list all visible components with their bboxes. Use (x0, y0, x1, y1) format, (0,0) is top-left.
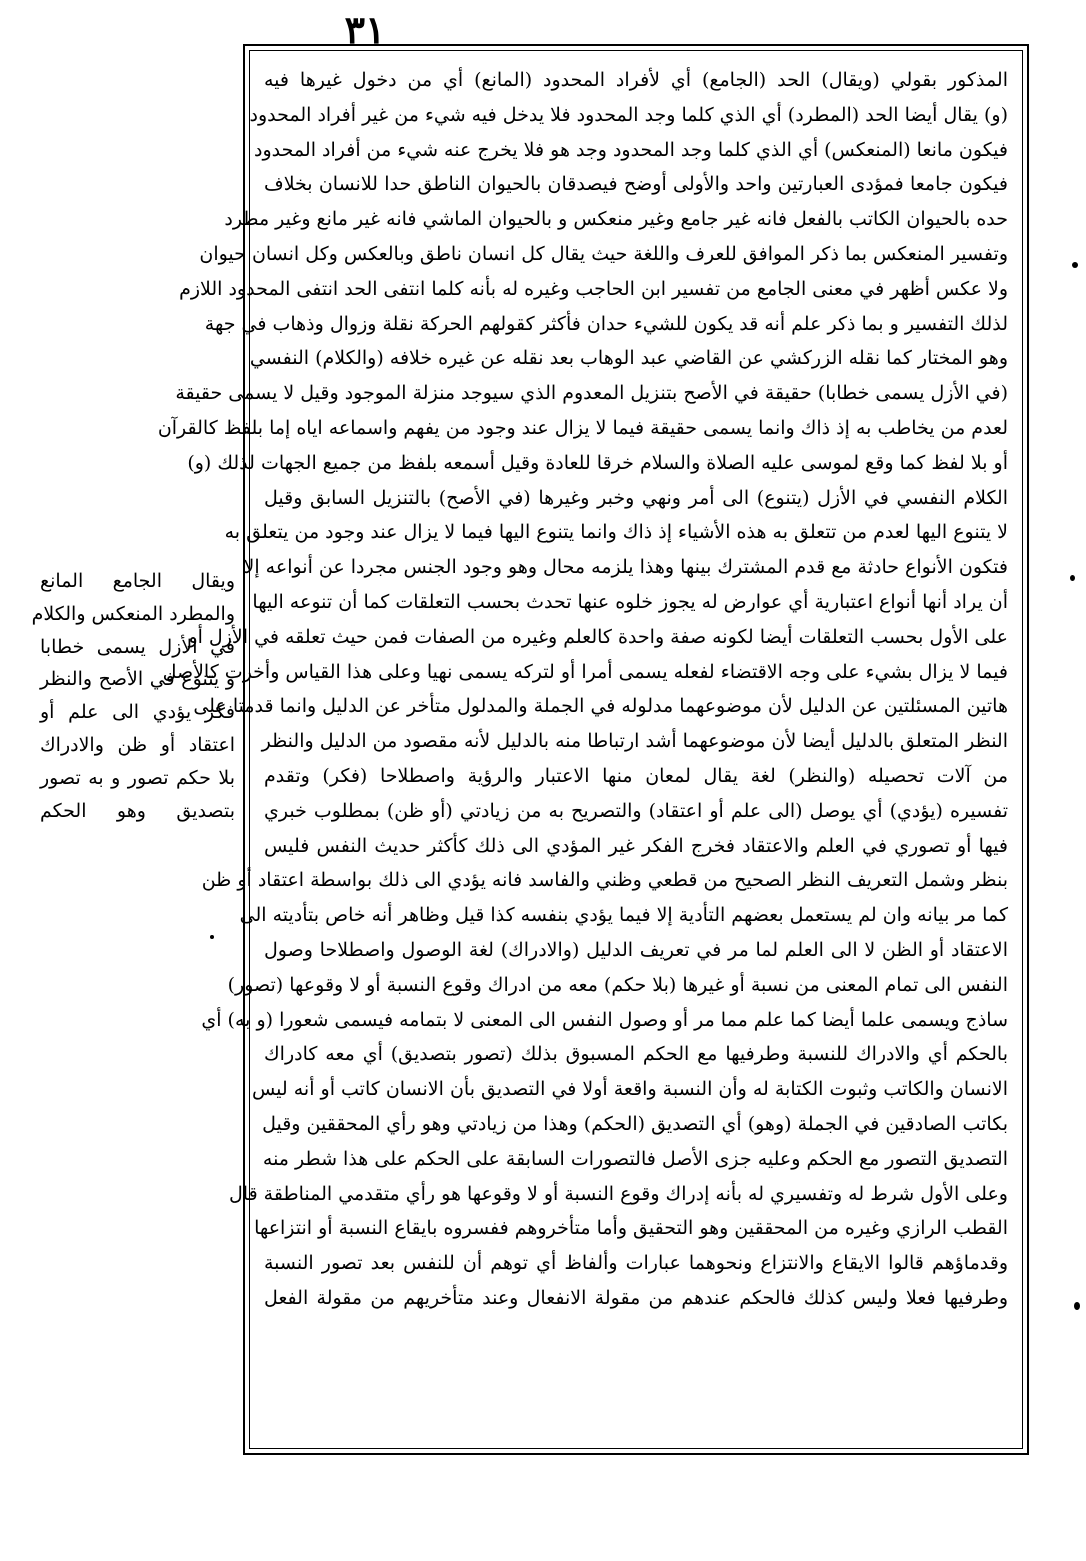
text-line: تفسيره (يؤدي) أي يوصل (الى علم أو اعتقاد) والتصريح به من زيادتي (أو ظن) بمطلوب خبري (264, 799, 1008, 822)
text-line: فيكون جامعا فمؤدى العبارتين واحد والأولى أوضح فيصدقان بالحيوان الناطق حدا للانسان بخلاف (264, 173, 1008, 196)
text-line: المذكور بقولي (ويقال) الحد (الجامع) أي لأفراد المحدود (المانع) أي من دخول غيرها فيه (264, 69, 1008, 91)
main-text-inner-frame (157, 50, 1023, 1449)
text-line: الاعتقاد أو الظن لا الى العلم لما مر في تعريف الدليل (والادراك) لغة الوصول واصطلاحا وصول (264, 938, 1008, 961)
text-line: فيها أو تصوري في العلم والاعتقاد فخرج الفكر غير المؤدي الى ذلك كأكثر حديث النفس فليس (264, 834, 1008, 857)
text-line: الكلام النفسي في الأزل (يتنوع) الى أمر ونهي وخبر وغيرها (في الأصح) بالتنزيل السابق وقيل (264, 486, 1008, 509)
text-line: فيكون مانعا (المنعكس) أي الذي كلما وجد المحدود وجد هو فلا يخرج عنه شيء من أفراد المحدود (254, 138, 1008, 161)
margin-note-line: بلا حكم تصور و به تصور (40, 766, 235, 789)
ink-speck (1072, 262, 1078, 268)
margin-note (31, 565, 235, 827)
margin-note-line: بتصديق وهو الحكم (40, 799, 235, 822)
text-line: (و) يقال أيضا الحد (المطرد) أي الذي كلما وجد المحدود فلا يدخل فيه شيء من غير أفراد المحدود (249, 103, 1008, 126)
text-line: لا يتنوع اليها لعدم من تتعلق به هذه الأشياء إذ ذاك وانما يتنوع اليها فيما لا يزال عند وجود من يتعلق به (224, 521, 1008, 544)
ink-speck (210, 935, 214, 939)
text-line: وهو المختار كما نقله الزركشي عن القاضي عبد الوهاب بعد نقله عن غيره خلافه (والكلام) النفسي (249, 347, 1008, 370)
text-line: فتكون الأنواع حادثة مع قدم المشترك بينها وهذا يلزمه محال وهو وجود الجنس مجردا عن أنواعه إلا (243, 556, 1008, 579)
main-text-frame (157, 44, 1029, 1455)
text-line: التصديق التصور مع الحكم وعليه جزى الأصل فالتصورات السابقة على الحكم على هذا شطر منه (262, 1147, 1008, 1170)
margin-note-line: و يتنوع في الأصح والنظر (40, 668, 235, 691)
text-line: فيما لا يزال بشيء على وجه الاقتضاء لفعله يسمى أمرا أو لتركه يسمى نهيا وعلى هذا القياس وأخرت كالأصل (162, 660, 1008, 683)
text-line: أن يراد أنها أنواع اعتبارية أي عوارض له يجوز خلوه عنها تحدث بحسب التعلقات كما أن تنوعه اليها (252, 590, 1008, 613)
text-line: ولا عكس أظهر في معنى الجامع من تفسير ابن الحاجب وغيره له بأنه كلما انتفى الحد انتفى المحدود اللازم (179, 277, 1008, 300)
margin-note-line: والمطرد المنعكس والكلام (31, 602, 235, 625)
text-line: النظر المتعلق بالدليل أيضا لأن موضوعهما أشد ارتباطا منه بالدليل لأنه مقصود من الدليل والنظر (261, 730, 1008, 753)
text-line: كما مر بيانه وان لم يستعمل بعضهم التأدية إلا فيما يؤدي بنفسه كذا قيل وظاهر أنه خاص بتأديته الى (239, 904, 1008, 927)
text-line: بنظر وشمل التعريف النظر الصحيح من قطعي وظني والفاسد فانه يؤدي الى ذلك بواسطة اعتقاد أو ظن (201, 869, 1008, 892)
text-line: أو بلا لفظ كما وقع لموسى عليه الصلاة والسلام خرقا للعادة وقيل أسمعه بلفظ من جميع الجهات لذلك (و) (187, 451, 1008, 474)
margin-note-line: اعتقاد أو ظن والادراك (40, 733, 235, 756)
margin-note-line: في الأزل يسمى خطابا (40, 635, 235, 658)
text-line: هاتين المسئلتين عن الدليل لأن موضوعهما مدلوله في الجملة والمدلول متأخر عن الدليل وانما قدمتا على (193, 695, 1008, 718)
page-number: ٣١ (344, 7, 386, 52)
text-line: وطرفيها فعلا وليس كذلك فالحكم عندهم من مقولة الانفعال وعند متأخريهم من مقولة الفعل (264, 1286, 1008, 1309)
text-line: حده بالحيوان الكاتب بالفعل فانه غير جامع وغير منعكس و بالحيوان الماشي فانه غير مانع وغير مطرد (224, 208, 1008, 231)
text-line: بالحكم أي والادراك للنسبة وطرفيها مع الحكم المسبوق بذلك (تصور بتصديق) أي معه كادراك (264, 1043, 1008, 1066)
margin-note-line: فكر يؤدي الى علم أو (40, 701, 235, 724)
text-line: ساذج ويسمى علما أيضا كما علم مما مر أو وصول النفس الى المعنى لا بتمامه فيسمى شعورا (و به) أي (201, 1008, 1008, 1031)
ink-speck (1074, 1302, 1080, 1310)
text-line: وقدماؤهم قالوا الايقاع والانتزاع ونحوهما عبارات وألفاظ أي توهم أن للنفس بعد تصور النسبة (264, 1252, 1008, 1275)
main-text-body (157, 63, 1008, 1316)
margin-note-body (31, 565, 235, 827)
text-line: القطب الرازي وغيره من المحققين وهو التحقيق وأما متأخروهم ففسروه بايقاع النسبة أو انتزاعها (254, 1217, 1008, 1240)
ink-speck (1070, 575, 1075, 581)
text-line: النفس الى تمام المعنى من نسبة أو غيرها (بلا حكم) معه من ادراك وقوع النسبة أو لا وقوعها (تصور) (227, 973, 1008, 996)
text-line: وتفسير المنعكس بما ذكر الموافق للعرف واللغة حيث يقال كل انسان ناطق وبالعكس وكل انسان حيوان (199, 242, 1008, 265)
margin-note-line: ويقال الجامع المانع (40, 570, 235, 592)
text-line: (في الأزل يسمى خطابا) حقيقة في الأصح بتنزيل المعدوم الذي سيوجد منزلة الموجود وقيل لا يسمى حقيقة (175, 382, 1008, 405)
text-line: من آلات تحصيله (والنظر) لغة يقال لمعان منها الاعتبار والرؤية واصطلاحا (فكر) وتقدم (264, 764, 1008, 787)
text-line: على الأول بحسب التعلقات أيضا لكونه صفة واحدة كالعلم وغيره من الصفات فمن حيث تعلقه في الأزل أو (188, 625, 1008, 648)
text-line: لذلك التفسير و بما ذكر علم أنه قد يكون للشيء حدان فأكثر كقولهم الحركة نقلة وزوال وذهاب في جهة (204, 312, 1008, 335)
text-line: لعدم من يخاطب به إذ ذاك وانما يسمى حقيقة فيما لا يزال عند وجود من يفهم واسماعه اياه إما بلفظ كالقرآن (157, 416, 1008, 439)
text-line: بكاتب الصادقين في الجملة (وهو) أي التصديق (الحكم) وهذا من زيادتي وهو رأي المحققين وقيل (262, 1112, 1008, 1135)
text-line: وعلى الأول شرط له وتفسيري له بأنه إدراك وقوع النسبة أو لا وقوعها هو رأي متقدمي المناطقة قال (228, 1182, 1008, 1205)
text-line: الانسان والكاتب وثبوت الكتابة له وأن النسبة واقعة أولا في التصديق بأن الانسان كاتب أو أنه ليس (251, 1078, 1008, 1101)
